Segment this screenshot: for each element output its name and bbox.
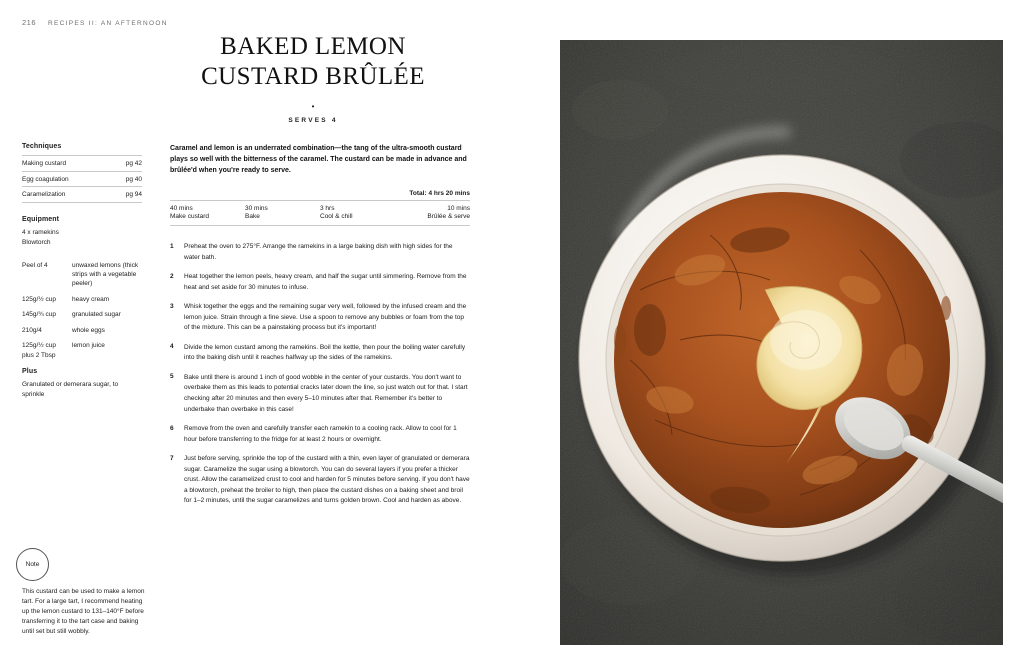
table-row [22, 187, 142, 203]
ingredient-quantity: Peel of 4 [22, 261, 48, 269]
equipment-block [22, 216, 142, 248]
step-number: 5 [170, 373, 174, 381]
title-separator-dot: • [311, 102, 315, 111]
technique-name: Caramelization [22, 191, 66, 198]
step-text: Preheat the oven to 275°F. Arrange the ramekins in a large baking dish with high sides for the water bath. [184, 243, 453, 261]
list-item [22, 295, 142, 310]
serves-label: SERVES 4 [288, 117, 338, 124]
total-time-label: Total: [409, 189, 427, 197]
step-number: 1 [170, 242, 174, 250]
step-number: 4 [170, 343, 174, 351]
timeline-label: Cool & chill [320, 212, 353, 220]
timeline-label: Brûlée & serve [427, 212, 470, 220]
recipe-photo [560, 40, 1003, 645]
list-item [170, 373, 470, 415]
timeline-time: 40 mins [170, 204, 193, 212]
list-item [22, 326, 142, 341]
ingredient-name: lemon juice [72, 342, 105, 350]
timeline-labels-row [170, 213, 470, 226]
note-text: This custard can be used to make a lemon tart. For a large tart, I recommend heating up the lemon custard to 131–140°F before transferring it to the tart case and baking until set but still wobbly. [22, 588, 145, 636]
step-text: Heat together the lemon peels, heavy cream, and half the sugar until simmering. Remove from the heat and set aside for 30 minutes to infuse. [184, 273, 467, 291]
step-text: Just before serving, sprinkle the top of the custard with a thin, even layer of granulated or demerara sugar. Caramelize the sugar using a blowtorch. You can do several layers if you prefer a thicker crust. Allow the caramelized crust to cool and harden for 5 minutes before serving. If you don't have a blowtorch, preheat the broiler to high, then place the custard dishes on a baking sheet and broil for 1–2 minutes, until the sugar caramelizes and turns golden brown. Cool and harden as above. [184, 455, 470, 505]
step-number: 6 [170, 424, 174, 432]
equipment-item: Blowtorch [22, 238, 51, 246]
list-item [22, 261, 142, 295]
table-row [22, 171, 142, 187]
ingredient-name: whole eggs [72, 326, 105, 334]
step-text: Bake until there is around 1 inch of good wobble in the center of your custards. You don't want to overbake them as this leads to potential cracks later down the line, so just watch out for that. I start checking after 20 minutes and then every 5–10 minutes after that. Remember it's better to underbake than overbake in this case! [184, 373, 468, 413]
note-badge: Note [16, 548, 49, 581]
plus-heading: Plus [22, 368, 38, 375]
list-item [22, 310, 142, 325]
left-column [22, 143, 142, 400]
page-folio: 216 [22, 18, 37, 27]
timeline-time: 30 mins [245, 204, 268, 212]
timeline-label: Make custard [170, 212, 210, 220]
recipe-title-line-1: BAKED LEMON [220, 33, 406, 60]
plus-text: Granulated or demerara sugar, to sprinkle [22, 381, 119, 399]
step-number: 7 [170, 454, 174, 462]
ingredients-block [22, 261, 142, 366]
techniques-heading: Techniques [22, 143, 62, 150]
technique-name: Making custard [22, 160, 67, 167]
recipe-intro: Caramel and lemon is an underrated combination—the tang of the ultra-smooth custard plays so well with the bitterness of the caramel. The custard can be made in advance and brûlée'd when you're ready to serve. [170, 145, 467, 175]
chapter-title: RECIPES II: AN AFTERNOON [48, 20, 168, 27]
center-column [170, 143, 470, 516]
equipment-item: 4 x ramekins [22, 228, 59, 236]
list-item [22, 341, 142, 366]
recipe-title-line-2: CUSTARD BRÛLÉE [201, 62, 425, 90]
timeline-times-row [170, 200, 470, 213]
title-block [148, 32, 478, 124]
timeline-time: 10 mins [447, 204, 470, 212]
techniques-table [22, 155, 142, 203]
note-block [14, 548, 149, 637]
technique-page: pg 42 [125, 160, 142, 167]
technique-page: pg 40 [125, 175, 142, 183]
list-item [170, 424, 470, 445]
step-text: Whisk together the eggs and the remaining sugar very well, followed by the infused cream and the lemon juice. Strain through a fine sieve. Use a spoon to remove any bubbles or foam from the top of the mixture. This can be a painstaking process but it's important! [184, 303, 467, 332]
ingredient-quantity: 125g/½ cup plus 2 Tbsp [22, 342, 56, 359]
ingredient-quantity: 145g/¾ cup [22, 311, 56, 319]
list-item [170, 272, 470, 293]
timeline-time: 3 hrs [320, 204, 335, 212]
list-item [170, 343, 470, 364]
step-text: Divide the lemon custard among the ramekins. Boil the kettle, then pour the boiling water carefully into the baking dish until it reaches halfway up the sides of the ramekins. [184, 343, 466, 362]
ingredients-table [22, 261, 142, 366]
step-text: Remove from the oven and carefully transfer each ramekin to a cooling rack. Allow to cool for 1 hour before transferring to the fridge for at least 2 hours or overnight. [184, 425, 457, 443]
timeline-label: Bake [245, 212, 260, 220]
step-number: 2 [170, 272, 174, 280]
plus-block [22, 368, 142, 400]
ingredient-name: heavy cream [72, 295, 110, 303]
equipment-heading: Equipment [22, 215, 60, 223]
table-row [22, 156, 142, 172]
recipe-title [148, 32, 478, 91]
steps-list [170, 242, 470, 506]
total-time [170, 190, 470, 197]
ingredient-quantity: 210g/4 [22, 326, 42, 334]
list-item [170, 242, 470, 263]
technique-name: Egg coagulation [22, 175, 69, 183]
technique-page: pg 94 [125, 191, 142, 198]
timeline-table [170, 200, 470, 227]
step-number: 3 [170, 302, 174, 310]
list-item [170, 454, 470, 507]
list-item [170, 302, 470, 334]
total-time-value: 4 hrs 20 mins [428, 189, 470, 197]
ingredient-name: unwaxed lemons (thick strips with a vegetable peeler) [72, 261, 139, 288]
ingredient-quantity: 125g/½ cup [22, 295, 56, 303]
running-head [22, 18, 168, 27]
ingredient-name: granulated sugar [72, 311, 121, 319]
